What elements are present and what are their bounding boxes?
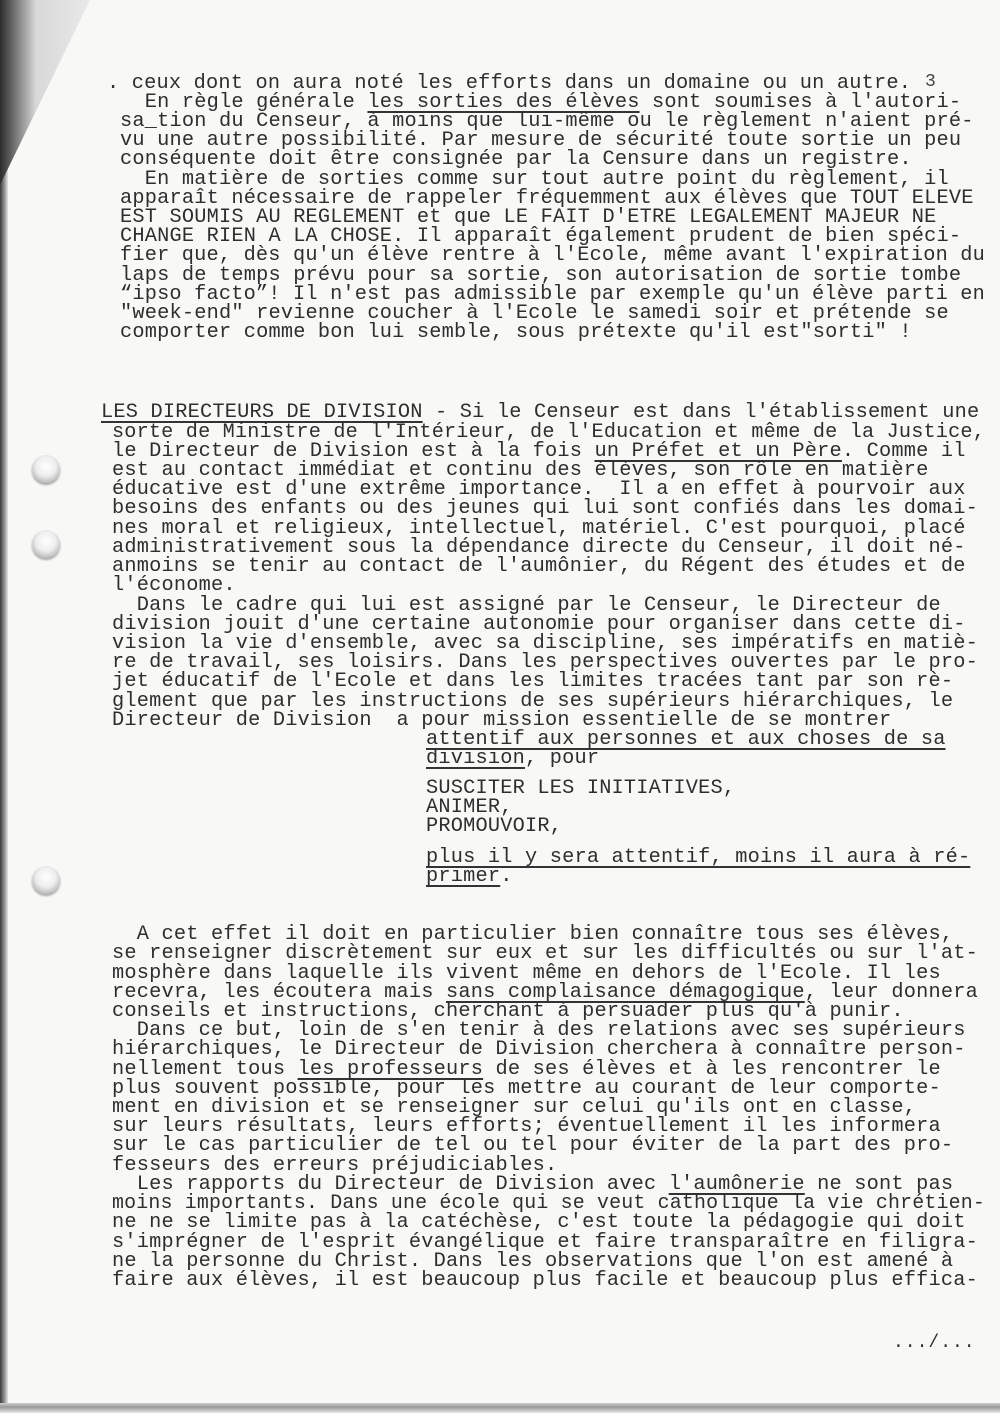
text-line: laps de temps prévu pour sa sortie, son autorisation de sortie tombe [120,264,962,287]
text-run: ne sont pas [804,1173,954,1196]
text-line: jet éducatif de l'Ecole et dans les limites tracées tant par son rè- [112,670,954,693]
underlined-text: l'aumônerie [668,1173,805,1196]
text-line: "week-end" revienne coucher à l'Ecole le samedi soir et prétende se [120,302,949,325]
text-line: En matière de sorties comme sur tout autre point du règlement, il [120,168,949,191]
text-line: se renseigner discrètement sur eux et sur les difficultés ou sur l'at- [112,942,978,965]
binder-hole-icon [32,530,60,558]
text-line: besoins des enfants ou des jeunes qui lui sont confiés dans les domai- [112,497,978,520]
text-line: mosphère dans laquelle ils vivent même en dehors de l'Ecole. Il les [112,962,941,985]
text-line: CHANGE RIEN A LA CHOSE. Il apparaît également prudent de bien spéci- [120,225,962,248]
text-line: conséquente doit être consignée par la Censure dans un registre. [120,148,912,171]
text-line: apparaît nécessaire de rappeler fréquemment aux élèves que TOUT ELEVE [120,187,974,210]
text-line: Directeur de Division a pour mission essentielle de se montrer [112,709,892,732]
text-line: est au contact immédiat et continu des élèves, son rôle en matière [112,459,929,482]
text-line: faire aux élèves, il est beaucoup plus facile et beaucoup plus effica- [112,1269,978,1292]
folded-corner [0,0,90,185]
text-line: “ipso facto”! Il n'est pas admissible par exemple qu'un élève parti en [120,283,985,306]
underlined-text: un Préfet et un Père [594,440,842,463]
underlined-text: division [426,747,525,770]
text-line: Dans ce but, loin de s'en tenir à des relations avec ses supérieurs [112,1019,966,1042]
underlined-text: les sorties des élèves [367,91,640,114]
text-run: , pour [524,747,600,770]
binder-hole-icon [32,866,60,894]
text-line: sur le cas particulier de tel ou tel pour éviter de la part des pro- [112,1134,954,1157]
text-run: . Comme il [841,440,966,463]
page-number: 3 [925,72,936,92]
text-line: l'économe. [112,574,236,597]
text-run: Les rapports du Directeur de Division avec [112,1173,669,1196]
text-line [426,749,599,769]
text-line: division jouit d'une certaine autonomie pour organiser dans cette di- [112,613,966,636]
text-line: fier que, dès qu'un élève rentre à l'Ecole, même avant l'expiration du [120,244,985,267]
text-line: fesseurs des erreurs préjudiciables. [112,1154,558,1177]
binder-hole-icon [32,455,60,483]
text-line: moins importants. Dans une école qui se veut catholique la vie chrétien- [112,1192,985,1215]
section-heading: LES DIRECTEURS DE DIVISION [101,401,423,424]
text-run: sont soumises à l'autori- [639,91,962,114]
text-line: sa_tion du Censeur, à moins que lui-même ou le règlement n'aient pré- [120,110,974,133]
text-line: ANIMER, [426,796,513,819]
text-line: glement que par les instructions de ses supérieurs hiérarchiques, le [112,690,954,713]
text-line: A cet effet il doit en particulier bien connaître tous ses élèves, [112,923,954,946]
text-line: éducative est d'une extrême importance. Il a en effet à pourvoir aux [112,478,966,501]
underlined-text: les professeurs [297,1058,484,1081]
text-line: ne ne se limite pas à la catéchèse, c'est toute la pédagogie qui doit [112,1211,966,1234]
text-line [426,867,513,887]
text-line: SUSCITER LES INITIATIVES, [426,777,736,800]
text-line: sur leurs résultats, leurs efforts; éventuellement il les informera [112,1115,941,1138]
text-line: conseils et instructions, cherchant à persuader plus qu'à punir. [112,1000,904,1023]
text-line: anmoins se tenir au contact de l'aumônier, du Régent des études et de [112,555,966,578]
text-line: EST SOUMIS AU REGLEMENT et que LE FAIT D'ETRE LEGALEMENT MAJEUR NE [120,206,937,229]
text-line: vision la vie d'ensemble, avec sa discipline, ses impératifs en matiè- [112,632,978,655]
text-run: recevra, les écoutera mais [112,981,447,1004]
text-line: vu une autre possibilité. Par mesure de sécurité toute sortie un peu [120,129,962,152]
underlined-text: sans complaisance démagogique [446,981,805,1004]
page-left-shadow [0,0,8,1413]
text-line: administrativement sous la dépendance directe du Censeur, il doit né- [112,536,966,559]
page-bottom-edge [0,1403,1000,1413]
text-run: nellement tous [112,1058,298,1081]
text-line: plus souvent possible, pour les mettre au courant de leur comporte- [112,1077,941,1100]
text-line [101,403,979,423]
text-run: le Directeur de Division est à la fois [112,440,595,463]
continuation-mark: .../... [893,1333,976,1353]
underlined-text: primer [426,865,501,888]
text-line: ment en division et se renseigner sur celui qu'ils ont en classe, [112,1096,917,1119]
text-line: comporter comme bon lui semble, sous prétexte qu'il est"sorti" ! [120,321,912,344]
underlined-text: attentif aux personnes et aux choses de sa [426,728,946,751]
text-line: Dans le cadre qui lui est assigné par le Censeur, le Directeur de [112,594,941,617]
text-run: de ses élèves et à les rencontrer le [483,1058,941,1081]
text-line: PROMOUVOIR, [426,815,563,838]
text-line: hiérarchiques, le Directeur de Division cherchera à connaître person- [112,1038,966,1061]
text-line: ne la personne du Christ. Dans les observations que l'on est amené à [112,1250,954,1273]
text-run: En règle générale [120,91,368,114]
text-line: sorte de Ministre de l'Intérieur, de l'Education et même de la Justice, [112,421,985,444]
text-run: . [500,865,513,888]
text-run: - Si le Censeur est dans l'établissement une [422,401,980,424]
text-line: . ceux dont on aura noté les efforts dans un domaine ou un autre. [107,72,912,95]
underlined-text: plus il y sera attentif, moins il aura à ré- [426,846,971,869]
text-line: re de travail, ses loisirs. Dans les perspectives ouvertes par le pro- [112,651,978,674]
text-line: s'imprégner de l'esprit évangélique et faire transparaître en filigra- [112,1231,978,1254]
text-line: nes moral et religieux, intellectuel, matériel. C'est pourquoi, placé [112,517,966,540]
text-run: , leur donnera [804,981,978,1004]
